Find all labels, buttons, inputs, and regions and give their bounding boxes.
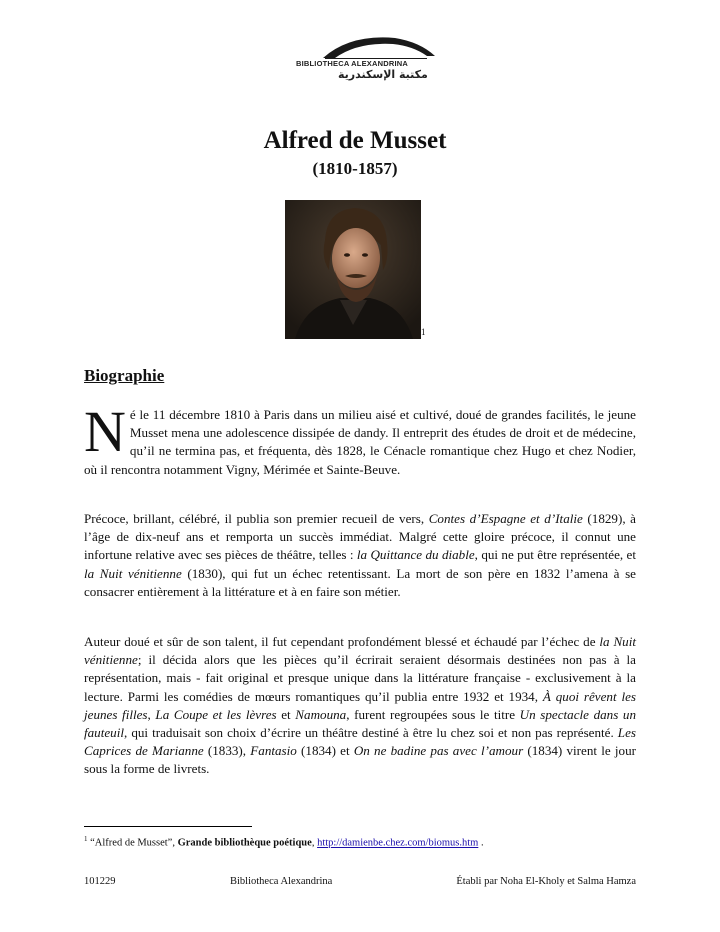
footnote: [84, 835, 484, 849]
portrait-footnote-ref: 1: [421, 327, 426, 337]
p3-text-e: ,: [147, 706, 156, 722]
paragraph-2: [84, 510, 636, 601]
footnote-text: “Alfred de Musset”,: [87, 837, 178, 849]
footnote-end: .: [478, 837, 484, 849]
page-title: Alfred de Musset: [263, 127, 447, 154]
footnote-link[interactable]: http://damienbe.chez.com/biomus.htm: [317, 837, 479, 849]
p3-text-k: , qui traduisait son choix d’écrire un théâtre destiné à être lu chez soi et non pas représenté.: [124, 725, 618, 741]
p2-title-quittance: la Quittance du diable: [356, 547, 475, 563]
footnote-source: Grande bibliothèque poétique: [177, 837, 312, 849]
footnote-separator: [84, 826, 252, 827]
p3-text-g: et: [276, 706, 296, 722]
footnote-number: 1: [84, 835, 88, 843]
p3-text-a: Auteur doué et sûr de son talent, il fut cependant profondément blessé et échaudé par l’échec de: [84, 634, 600, 649]
p3-text-c: ; il décida alors que les pièces qu’il écrirait seraient désormais destinées non pas à la représentation, mais - fait original et presque unique dans la littérature française - exclusivement à la lecture. Parmi les comédies de mœurs romantiques qu’il publia entre 1932 et 1934,: [84, 652, 636, 704]
p3-title-fantasio: Fantasio: [250, 743, 297, 759]
p3-title-caprices: Les Caprices de Marianne: [84, 725, 636, 759]
p2-title-contes: Contes d’Espagne et d’Italie: [428, 511, 583, 526]
p3-text-i: , furent regroupées sous le titre: [346, 706, 520, 722]
p3-text-m: (1833),: [203, 743, 251, 759]
p2-title-nuit: la Nuit vénitienne: [84, 565, 182, 581]
paragraph-3: [84, 633, 636, 779]
p3-title-namouna: Namouna: [295, 706, 347, 722]
p3-text-q: (1834) virent le jour sous la forme de livrets.: [84, 743, 636, 777]
logo-arabic-name: مكتبة الإسكندرية: [338, 68, 428, 81]
paragraph-1: [84, 399, 636, 479]
footer-center: Bibliotheca Alexandrina: [230, 876, 333, 887]
section-heading: Biographie: [84, 366, 165, 385]
p3-title-nuit: la Nuit vénitienne: [84, 634, 636, 668]
title-block: [0, 126, 720, 182]
p2-text-e: , qui ne put être représentée, et: [474, 547, 636, 563]
life-dates: (1810-1857): [312, 159, 398, 178]
footer-right: Établi par Noha El-Kholy et Salma Hamza: [456, 876, 636, 887]
logo-name: BIBLIOTHECA ALEXANDRINA: [296, 59, 408, 68]
p3-title-a-quoi: À quoi rêvent les jeunes filles: [84, 688, 637, 722]
drop-cap: N: [84, 399, 126, 464]
portrait-image: [285, 200, 421, 339]
paragraph-1-text: é le 11 décembre 1810 à Paris dans un milieu aisé et cultivé, doué de grandes facilités, le jeune Musset mena une adolescence dissipée de dandy. Il entreprit des études de droit et de médecine, qu’il ne termina pas, et fréquenta, dès 1828, le Cénacle romantique chez Hugo et chez Nodier, où il rencontra notamment Vigny, Mérimée et Sainte-Beuve.: [84, 407, 636, 477]
p3-text-o: (1834) et: [296, 743, 354, 759]
p2-text-c: (1829), à l’âge de dix-neuf ans et remporta un succès immédiat. Malgré cette gloire précoce, il connut une infortune relative avec ses pièces de théâtre, telles :: [84, 511, 636, 563]
p2-text-g: (1830), qui fut un échec retentissant. La mort de son père en 1832 l’amena à se consacrer entièrement à la littérature et à en faire son métier.: [84, 565, 636, 599]
footnote-sep: ,: [311, 837, 318, 849]
footer-left: 101229: [84, 876, 116, 887]
p3-title-badine: On ne badine pas avec l’amour: [353, 743, 524, 759]
p3-title-spectacle: Un spectacle dans un fauteuil: [84, 706, 637, 741]
p3-title-coupe: La Coupe et les lèvres: [155, 706, 277, 722]
p2-text-a: Précoce, brillant, célébré, il publia son premier recueil de vers,: [84, 511, 429, 526]
